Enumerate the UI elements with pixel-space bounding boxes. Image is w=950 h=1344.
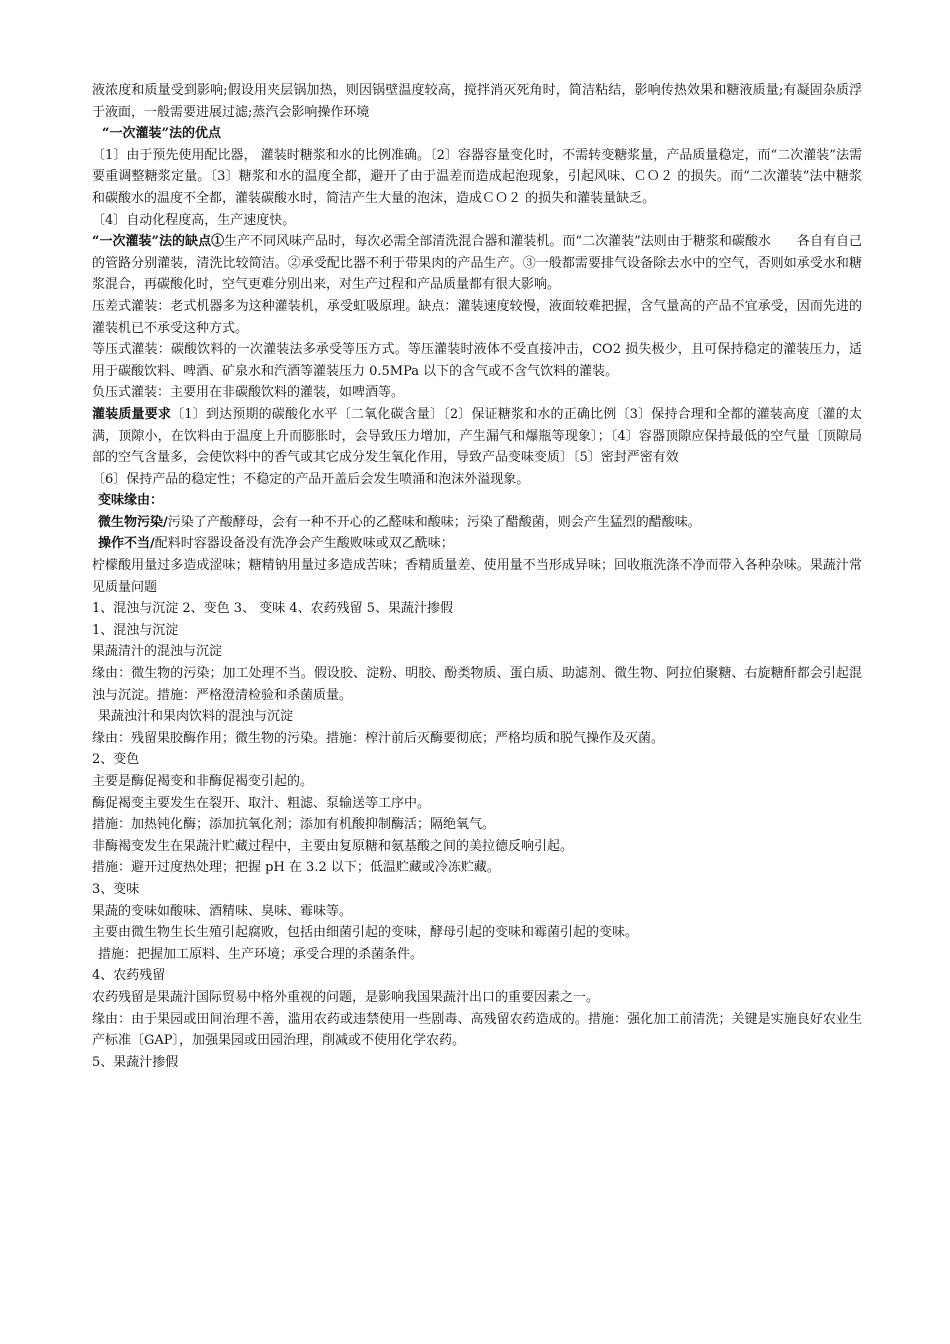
improper-operation-text: 配料时容器设备没有洗净会产生酸败味或双乙酰味； [154, 536, 454, 552]
paragraph-problem-list: 1、混浊与沉淀 2、变色 3、 变味 4、农药残留 5、果蔬汁掺假 [92, 601, 454, 617]
label-microbial-contamination: 微生物污染/ [98, 514, 168, 530]
heading-filling-quality: 灌装质量要求 [92, 406, 172, 422]
paragraph-off-flavor-types: 果蔬的变味如酸味、酒精味、臭味、霉味等。 [92, 903, 353, 919]
disadvantages-text: 生产不同风味产品时，每次必需全部清洗混合器和灌装机。而“二次灌装”法则由于糖浆和碳酸水 各自有自己的管路分别灌装，清洗比较简洁。②承受配比器不利于带果肉的产品生产。③一般都需要排气设备除去水中的空气，否则如承受水和糖浆混合，再碳酸化时，空气更难分别出来，对生产过程和产品质量都有很大影响。 [92, 234, 862, 293]
paragraph-enzymatic-browning: 酶促褐变主要发生在裂开、取汁、粗滤、泵输送等工序中。 [92, 795, 431, 811]
document-body [92, 80, 862, 1073]
paragraph-additive-issues: 柠檬酸用量过多造成涩味；糖精钠用量过多造成苦味；香精质量差、使用量不当形成异味；回收瓶洗涤不净而带入各种杂味。果蔬汁常见质量问题 [92, 558, 862, 595]
paragraph-filling-quality [92, 404, 862, 469]
paragraph-advantage-4: 〔4〕自动化程度高，生产速度快。 [92, 212, 296, 228]
paragraph-stability: 〔6〕保持产品的稳定性；不稳定的产品开盖后会发生喷涌和泡沫外溢现象。 [92, 471, 530, 487]
filling-quality-text: 〔1〕到达预期的碳酸化水平〔二氧化碳含量〕〔2〕保证糖浆和水的正确比例〔3〕保持合理和全都的灌装高度〔灌的太满，顶隙小，在饮料由于温度上升而膨胀时，会导致压力增加，产生漏气和爆瓶等现象〕；〔4〕容器顶隙应保持最低的空气量〔顶隙局部的空气含量多，会使饮料中的香气或其它成分发生氧化作用，导致产品变味变质〕〔5〕密封严密有效 [92, 406, 862, 466]
section-discoloration: 2、变色 [92, 752, 140, 768]
microbial-contamination-text: 污染了产酸酵母，会有一种不开心的乙醛味和酸味；污染了醋酸菌，则会产生猛烈的醋酸味。 [167, 514, 701, 530]
subsection-cloudy-juice-turbidity: 果蔬浊汁和果肉饮料的混浊与沉淀 [98, 709, 294, 725]
heading-off-flavor-causes: 变味缘由： [98, 493, 164, 509]
subsection-clear-juice-turbidity: 果蔬清汁的混浊与沉淀 [92, 644, 223, 660]
heading-one-fill-disadvantages: “一次灌装”法的缺点① [92, 234, 225, 250]
paragraph-one-fill-disadvantages [92, 231, 862, 296]
paragraph-isobaric-filling: 等压式灌装：碳酸饮料的一次灌装法多承受等压方式。等压灌装时液体不受直接冲击，CO2 损失极少，且可保持稳定的灌装压力，适用于碳酸饮料、啤酒、矿泉水和汽酒等灌装压力 0.5MPa 以下的含气或不含气饮料的灌装。 [92, 342, 862, 379]
paragraph-non-enzymatic-measures: 措施：避开过度热处理；把握 pH 在 3.2 以下；低温贮藏或冷冻贮藏。 [92, 860, 500, 876]
section-juice-adulteration: 5、果蔬汁掺假 [92, 1054, 179, 1070]
paragraph-pressure-difference-filling: 压差式灌装：老式机器多为这种灌装机，承受虹吸原理。缺点：灌装速度较慢，液面较难把握，含气量高的产品不宜承受，因而先进的灌装机已不承受这种方式。 [92, 298, 862, 336]
label-improper-operation: 操作不当/ [98, 536, 155, 552]
paragraph-improper-operation [92, 533, 862, 555]
paragraph-pesticide-importance: 农药残留是果蔬汁国际贸易中格外重视的问题，是影响我国果蔬汁出口的重要因素之一。 [92, 989, 600, 1005]
paragraph-enzymatic-measures: 措施：加热钝化酶；添加抗氧化剂；添加有机酸抑制酶活；隔绝氧气。 [92, 817, 496, 833]
paragraph-clear-juice-causes: 缘由：微生物的污染；加工处理不当。假设胶、淀粉、明胶、酚类物质、蛋白质、助滤剂、微生物、阿拉伯聚糖、右旋糖酐都会引起混浊与沉淀。措施：严格澄清检验和杀菌质量。 [92, 666, 862, 703]
paragraph-pesticide-causes: 缘由：由于果园或田间治理不善，滥用农药或违禁使用一些剧毒、高残留农药造成的。措施：强化加工前清洗；关键是实施良好农业生产标准〔GAP〕，加强果园或田园治理，削减或不使用化学农药。 [92, 1011, 862, 1049]
paragraph-off-flavor-causes: 主要由微生物生长生殖引起腐败，包括由细菌引起的变味，酵母引起的变味和霉菌引起的变味。 [92, 925, 639, 941]
paragraph-browning-types: 主要是酶促褐变和非酶促褐变引起的。 [92, 774, 314, 789]
paragraph-advantages-1-3: 〔1〕由于预先使用配比器， 灌装时糖浆和水的比例准确。〔2〕容器容量变化时，不需转变糖浆量，产品质量稳定，而“二次灌装”法需要重调整糖浆定量。〔3〕糖浆和水的温度全都，避开了由于温差而造成起泡现象，引起风味、ＣＯ２ 的损失。而“二次灌装”法中糖浆和碳酸水的温度不全都，灌装碳酸水时，简洁产生大量的泡沫，造成ＣＯ２ 的损失和灌装量缺乏。 [92, 147, 862, 206]
paragraph-off-flavor-measures: 措施：把握加工原料、生产环境；承受合理的杀菌条件。 [98, 946, 424, 962]
section-pesticide-residue: 4、农药残留 [92, 968, 166, 984]
paragraph-syrup-heating: 液浓度和质量受到影响;假设用夹层锅加热，则因锅壁温度较高，搅拌消灭死角时，简洁粘结，影响传热效果和糖液质量;有凝固杂质浮于液面，一般需要进展过滤;蒸汽会影响操作环境 [92, 83, 862, 120]
section-off-flavor: 3、变味 [92, 881, 140, 897]
paragraph-non-enzymatic-browning: 非酶褐变发生在果蔬汁贮藏过程中，主要由复原糖和氨基酸之间的美拉德反响引起。 [92, 838, 574, 854]
paragraph-negative-pressure-filling: 负压式灌装：主要用在非碳酸饮料的灌装，如啤酒等。 [92, 385, 405, 401]
heading-one-fill-advantages: “一次灌装”法的优点 [102, 126, 221, 142]
paragraph-cloudy-juice-causes: 缘由：残留果胶酶作用；微生物的污染。措施：榨汁前后灭酶要彻底；严格均质和脱气操作及灭菌。 [92, 730, 665, 746]
section-turbidity: 1、混浊与沉淀 [92, 622, 179, 638]
paragraph-microbial-contamination [92, 512, 862, 534]
